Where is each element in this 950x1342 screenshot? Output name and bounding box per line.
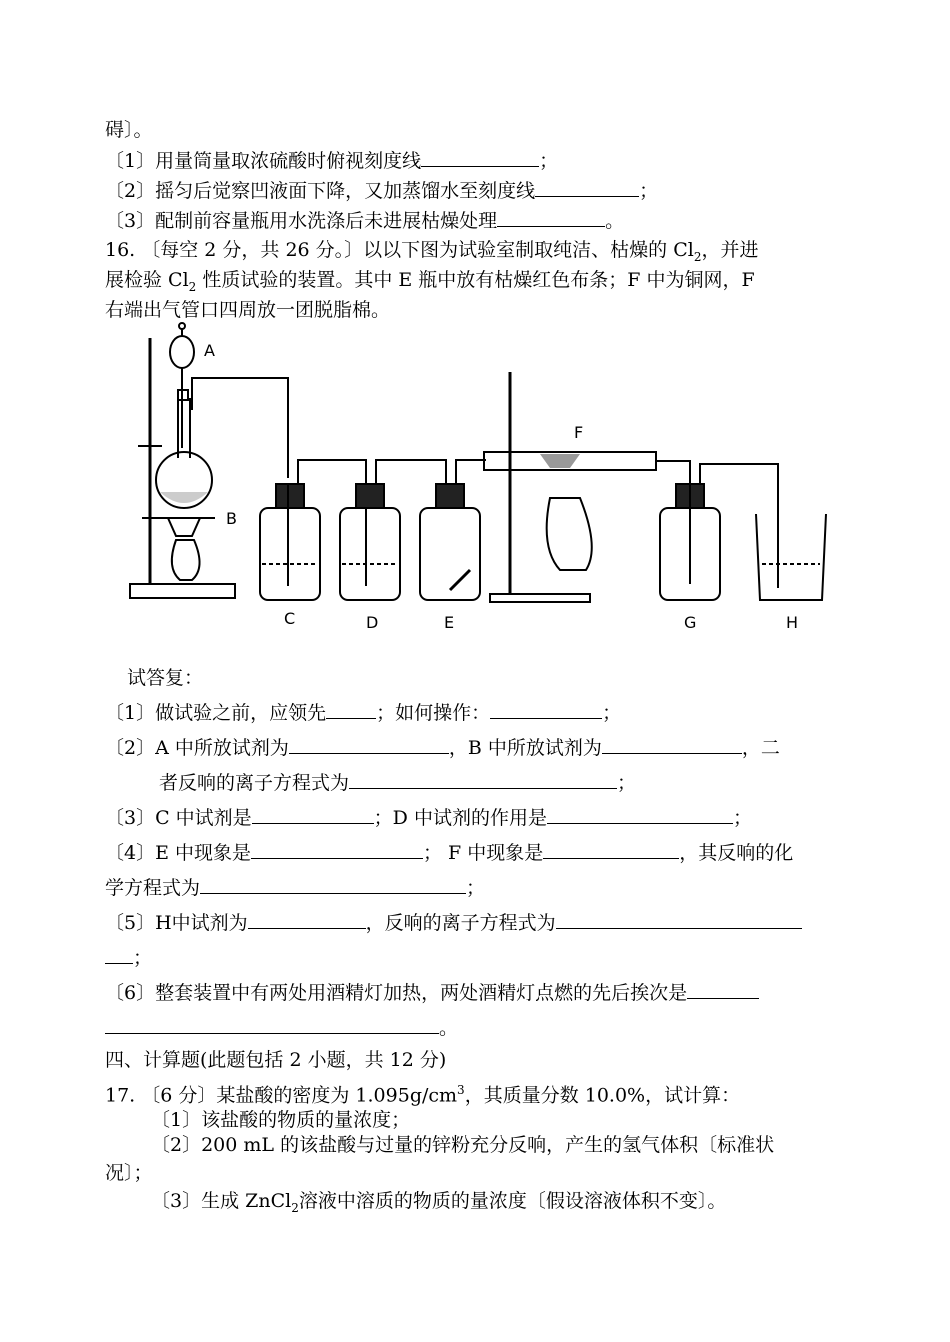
text: 碍〕。 (105, 119, 153, 141)
text-line (105, 118, 153, 142)
separatory-funnel (170, 336, 194, 368)
bottle-e (420, 484, 480, 600)
section-title: 四、计算题(此题包括 2 小题，共 12 分) (105, 1049, 447, 1071)
answer-line: 学方程式为 ； (105, 877, 486, 899)
blank[interactable] (248, 910, 366, 929)
blank[interactable] (490, 700, 602, 719)
answer-line: 〔3〕C 中试剂是 ；D 中试剂的作用是 ； (105, 807, 752, 829)
label-f: F (574, 423, 584, 442)
beaker-h (756, 514, 826, 600)
sub-question: 况〕； (105, 1162, 153, 1184)
question-17-line: 17. 〔6 分〕某盐酸的密度为 $1.095g/cm^3$，其质量分数 10.0%，试计算： (105, 1083, 741, 1107)
blank[interactable] (543, 840, 679, 859)
answer-line: 者反响的离子方程式为 ； (159, 772, 637, 794)
blank[interactable] (105, 1015, 439, 1034)
answer-line: 〔6〕整套装置中有两处用酒精灯加热，两处酒精灯点燃的先后挨次是 (105, 980, 759, 1005)
bottle-c (260, 484, 320, 600)
answer-line: 〔1〕做试验之前，应领先 ；如何操作： ； (105, 702, 622, 724)
blank[interactable] (326, 700, 376, 719)
question-16-line: 展检验 $Cl_2$ 性质试验的装置。其中 E 瓶中放有枯燥红色布条；F 中为铜网，F (105, 269, 755, 294)
label-a: A (204, 341, 215, 360)
stand-base (130, 584, 235, 598)
question-line: 〔1〕用量筒量取浓硫酸时俯视刻度线 ； (105, 150, 559, 172)
question-text: 〔2〕摇匀后觉察凹液面下降，又加蒸馏水至刻度线 (105, 180, 536, 202)
label-h: H (786, 613, 799, 632)
answer-line: 。 (105, 1015, 458, 1040)
question-text: 〔1〕用量筒量取浓硫酸时俯视刻度线 (105, 150, 422, 172)
blank[interactable] (602, 735, 742, 754)
blank[interactable] (556, 910, 802, 929)
question-text: 〔3〕配制前容量瓶用水洗涤后未进展枯燥处理 (105, 210, 498, 232)
bottle-g (660, 484, 720, 600)
label-c: C (284, 609, 296, 628)
sub-question: 〔1〕该盐酸的物质的量浓度； (151, 1109, 411, 1131)
label-g: G (684, 613, 697, 632)
question-16-line: 右端出气管口四周放一团脱脂棉。 (105, 299, 391, 321)
apparatus-figure (120, 318, 840, 638)
question-line: 〔3〕配制前容量瓶用水洗涤后未进展枯燥处理 。 (105, 210, 625, 232)
blank[interactable] (252, 805, 374, 824)
alcohol-lamp (172, 540, 200, 580)
blank[interactable] (547, 805, 733, 824)
sub-question: 〔3〕生成 ZnCl$_2$溶液中溶质的物质的量浓度〔假设溶液体积不变〕。 (151, 1190, 727, 1215)
question-16-line: 16. 〔每空 2 分，共 26 分。〕以以下图为试验室制取纯洁、枯燥的 $Cl_2$，并进 (105, 239, 759, 264)
blank[interactable] (421, 148, 539, 167)
blank[interactable] (251, 840, 423, 859)
answer-line: 〔4〕E 中现象是 ； F 中现象是 ，其反响的化 (105, 842, 794, 864)
blank[interactable] (349, 770, 617, 789)
blank[interactable] (105, 945, 133, 964)
label-b: B (226, 509, 237, 528)
answer-heading: 试答复： (127, 667, 204, 689)
blank[interactable] (535, 178, 639, 197)
blank[interactable] (200, 875, 466, 894)
question-line: 〔2〕摇匀后觉察凹液面下降，又加蒸馏水至刻度线 ； (105, 180, 659, 202)
bottle-d (340, 484, 400, 600)
label-e: E (444, 613, 455, 632)
label-d: D (366, 613, 379, 632)
blank[interactable] (497, 208, 605, 227)
alcohol-lamp (547, 498, 592, 570)
sub-question: 〔2〕200 mL 的该盐酸与过量的锌粉充分反响，产生的氢气体积〔标准状 (151, 1134, 775, 1156)
answer-line: 〔2〕A 中所放试剂为 ，B 中所放试剂为 ，二 (105, 737, 780, 759)
blank[interactable] (687, 980, 759, 999)
blank[interactable] (289, 735, 449, 754)
answer-line: 〔5〕H中试剂为 ，反响的离子方程式为 (105, 910, 802, 935)
answer-line: ； (105, 945, 152, 970)
